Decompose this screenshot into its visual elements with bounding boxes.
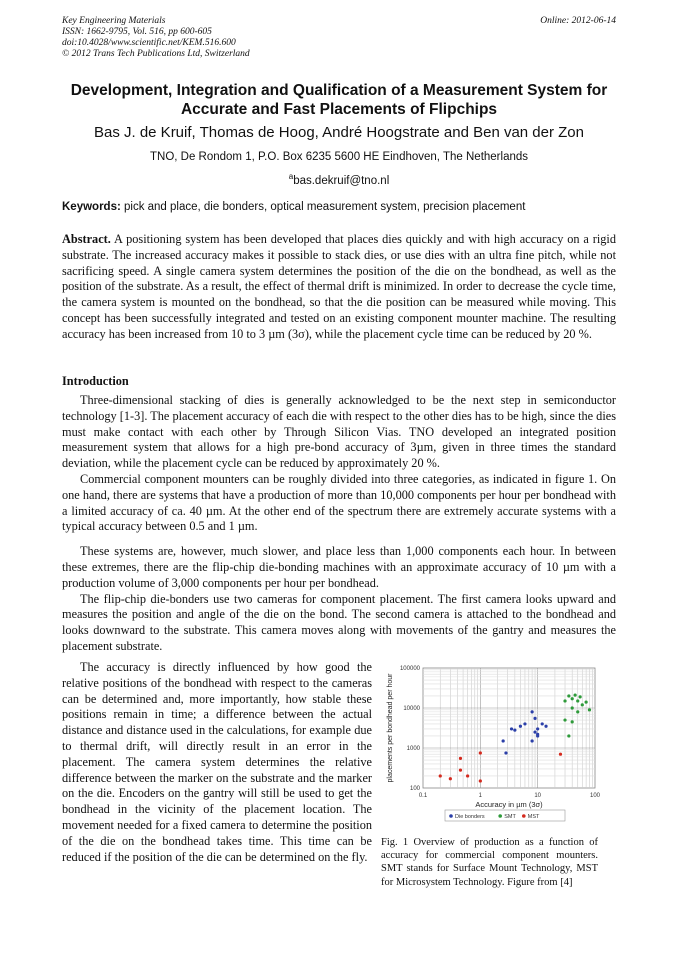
data-point-smt [579, 695, 582, 698]
legend-marker [449, 814, 453, 818]
figure-caption: Fig. 1 Overview of production as a function of accuracy for commercial component mounters. SMT stands for Surface Mount Technology, MST for Microsystem Technology. Figure from [4] [381, 837, 598, 888]
x-tick-label: 1 [478, 793, 483, 799]
abstract-text: A positioning system has been developed that places dies quickly and with high accuracy on a rigid substrate. The increased accuracy makes it possible to stack dies, or use dies with an ultra fine pitch, while not sacrificing speed. A single camera system determines the position of the die on the bondhead, as well as the position of the substrate. As a result, the effect of thermal drift is minimized. In order to decrease the cycle time, the camera system is mounted on the bondhead, so that the die position can be measured while moving. This concept has been successfully integrated and tested on an existing component mounter machine. The resulting accuracy has been increased from 10 to 3 µm (3σ), while the placement cycle time can be reduced by 20 %. [62, 232, 616, 341]
affiliation: TNO, De Rondom 1, P.O. Box 6235 5600 HE Eindhoven, The Netherlands [149, 151, 529, 163]
paragraph-1: Three-dimensional stacking of dies is generally acknowledged to be the next step in semiconductor technology [1-3]. The placement accuracy of each die with respect to the other dies has to be high, since the dies must make contact with each other by Through Silicon Vias. TNO developed an integrated position measurement system that allows for a high pre-bond accuracy of 3µm, given in three times the standard deviation, while the placement cycle can be reduced by approximately 20 %. [62, 393, 616, 471]
section-heading-introduction: Introduction [62, 374, 129, 388]
email-line [40, 172, 638, 187]
x-tick-label: 100 [589, 793, 601, 799]
data-point-smt [576, 710, 579, 713]
abstract-label: Abstract. [62, 232, 111, 246]
data-point-smt [574, 694, 577, 697]
introduction-body [62, 393, 616, 655]
data-point-die-bonders [531, 739, 534, 742]
figure-1 [378, 660, 618, 832]
keywords-text: pick and place, die bonders, optical measurement system, precision placement [120, 201, 526, 213]
legend-marker [498, 814, 502, 818]
data-point-smt [576, 699, 579, 702]
data-point-die-bonders [541, 722, 544, 725]
data-point-die-bonders [513, 729, 516, 732]
paper-title: Development, Integration and Qualification of a Measurement System for Accurate and Fast Placements of Flipchips [70, 82, 608, 118]
data-point-mst [449, 777, 452, 780]
journal-name: Key Engineering Materials [62, 16, 166, 26]
data-point-die-bonders [544, 725, 547, 728]
legend-label: Die bonders [455, 814, 485, 820]
abstract [62, 232, 616, 343]
data-point-die-bonders [504, 751, 507, 754]
data-point-mst [459, 769, 462, 772]
email-superscript: a [288, 172, 294, 181]
y-tick-label: 10000 [403, 706, 420, 712]
x-tick-label: 10 [534, 793, 542, 799]
data-point-die-bonders [531, 710, 534, 713]
y-tick-label: 100 [409, 786, 420, 792]
y-axis-label: placements per bondhead per hour [387, 673, 394, 783]
paragraph-5: The accuracy is directly influenced by how good the relative positions of the bondhead with respect to the cameras can be determined and, more importantly, how stable these positions remain in time; a difference between the actual distance and distance used in the calculations, for example due to thermal drift, will directly result in an error in the placement. The camera system determines the relative difference between the marker on the substrate and the marker on the die. Encoders on the gantry will still be used to get the bondhead in the vicinity of the placement location. The movement needed for a fixed camera to determine the position of the die on the bondhead takes time. This time can be reduced if the position of the die can be determined on the fly. [62, 660, 372, 864]
email-address: bas.dekruif@tno.nl [293, 174, 390, 187]
journal-header [62, 16, 250, 60]
y-tick-label: 1000 [406, 746, 420, 752]
legend-label: SMT [504, 814, 516, 820]
data-point-die-bonders [533, 730, 536, 733]
data-point-smt [571, 706, 574, 709]
x-tick-label: 0.1 [418, 793, 428, 799]
scatter-chart [378, 660, 618, 832]
copyright-line: © 2012 Trans Tech Publications Ltd, Switzerland [62, 49, 250, 59]
data-point-mst [466, 774, 469, 777]
data-point-die-bonders [536, 727, 539, 730]
data-point-die-bonders [510, 727, 513, 730]
data-point-mst [479, 779, 482, 782]
data-point-smt [567, 694, 570, 697]
data-point-die-bonders [519, 725, 522, 728]
x-axis-label: Accuracy in µm (3σ) [475, 800, 543, 809]
issn-line: ISSN: 1662-9795, Vol. 516, pp 600-605 [62, 27, 212, 37]
data-point-smt [581, 703, 584, 706]
legend-label: MST [527, 814, 540, 820]
data-point-smt [588, 708, 591, 711]
author-list: Bas J. de Kruif, Thomas de Hoog, André Hoogstrate and Ben van der Zon [93, 124, 584, 141]
doi-line: doi:10.4028/www.scientific.net/KEM.516.600 [62, 38, 236, 48]
data-point-die-bonders [523, 722, 526, 725]
data-point-die-bonders [536, 733, 539, 736]
left-column-text [62, 660, 372, 865]
data-point-die-bonders [533, 717, 536, 720]
online-date: Online: 2012-06-14 [540, 16, 616, 26]
y-tick-label: 100000 [399, 666, 420, 672]
legend-marker [522, 814, 526, 818]
data-point-smt [571, 697, 574, 700]
paragraph-4: The flip-chip die-bonders use two cameras for component placement. The first camera looks upward and measures the position and angle of the die on the bond. The second camera is attached to the bondhead and looks downward to the substrate. This camera moves along with movements of the gantry and measures the placement substrate. [62, 591, 616, 653]
data-point-die-bonders [502, 739, 505, 742]
keywords [62, 201, 616, 213]
data-point-smt [567, 734, 570, 737]
data-point-mst [439, 774, 442, 777]
keywords-label: Keywords: [62, 201, 121, 213]
data-point-mst [559, 753, 562, 756]
paragraph-2: Commercial component mounters can be roughly divided into three categories, as indicated in figure 1. On one hand, there are systems that have a production of more than 10,000 components per hour per bondhead with a limited accuracy of ca. 40 µm. At the other end of the spectrum there are extremely accurate systems with a typical accuracy between 0.5 and 1 µm. [62, 471, 616, 534]
data-point-mst [479, 751, 482, 754]
data-point-smt [571, 720, 574, 723]
plot-area [423, 668, 595, 788]
data-point-smt [563, 699, 566, 702]
paragraph-3: These systems are, however, much slower, and place less than 1,000 components each hour. In between these extremes, there are the flip-chip die-bonding machines with an approximate accuracy of 10 µm with a production volume of 3,000 components per hour per bondhead. [62, 544, 616, 590]
data-point-smt [563, 718, 566, 721]
data-point-mst [459, 757, 462, 760]
data-point-smt [585, 701, 588, 704]
